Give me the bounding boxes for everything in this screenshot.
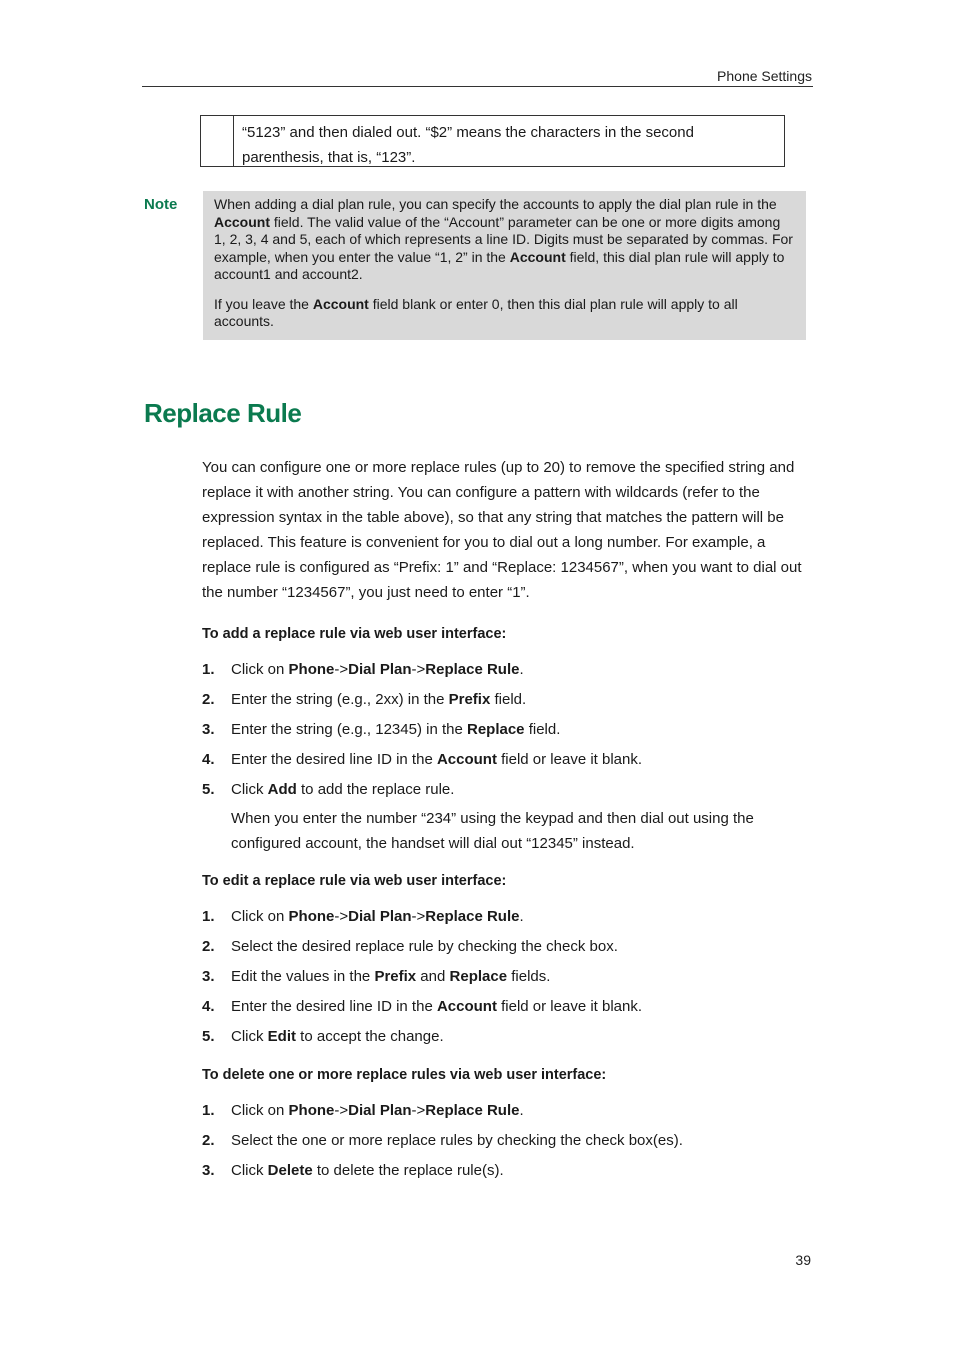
step-text: to accept the change.: [296, 1028, 444, 1045]
step-text: Select the desired replace rule by checking the check box.: [231, 938, 618, 955]
step-text: ->: [411, 1102, 426, 1119]
step-number: 1.: [202, 908, 215, 925]
step-text: Click: [231, 1162, 268, 1179]
menu-term: Replace Rule: [425, 661, 520, 678]
step-text: Click on: [231, 908, 289, 925]
menu-term: Phone: [288, 1102, 335, 1119]
menu-term: Dial Plan: [348, 1102, 412, 1119]
procedure-heading-edit: To edit a replace rule via web user interface:: [202, 873, 507, 889]
step-text: Enter the desired line ID in the: [231, 998, 437, 1015]
step-text: fields.: [507, 968, 551, 985]
step-text: ->: [334, 1102, 349, 1119]
procedure-heading-delete: To delete one or more replace rules via web user interface:: [202, 1067, 607, 1083]
procedure-heading-add: To add a replace rule via web user interface:: [202, 626, 507, 642]
step-number: 3.: [202, 1162, 215, 1179]
table-text-line-2: parenthesis, that is, “123”.: [242, 149, 416, 166]
step-item: [202, 907, 807, 927]
step-followup: When you enter the number “234” using the keypad and then dial out using the configured account, the handset will dial out “12345” instead.: [231, 810, 754, 852]
step-text: ->: [334, 661, 349, 678]
step-number: 4.: [202, 998, 215, 1015]
step-text: Enter the string (e.g., 2xx) in the: [231, 691, 449, 708]
field-term: Replace: [449, 968, 508, 985]
step-text: Click on: [231, 661, 289, 678]
step-text: Enter the string (e.g., 12345) in the: [231, 721, 467, 738]
step-item: [202, 1131, 807, 1151]
section-title: Replace Rule: [144, 398, 302, 428]
step-item: [202, 720, 807, 740]
table-text-cell: [234, 116, 784, 166]
steps-edit: [202, 907, 807, 1047]
step-item: [202, 780, 807, 800]
step-text: .: [519, 1102, 524, 1119]
step-text: Edit the values in the: [231, 968, 375, 985]
step-number: 3.: [202, 721, 215, 738]
field-term: Prefix: [374, 968, 417, 985]
menu-term: Replace Rule: [425, 908, 520, 925]
step-text: field or leave it blank.: [496, 998, 643, 1015]
step-item: [202, 660, 807, 680]
menu-term: Dial Plan: [348, 661, 412, 678]
page-number: 39: [795, 1252, 811, 1268]
step-text: Click: [231, 1028, 268, 1045]
steps-delete: [202, 1101, 807, 1181]
note-paragraph-1: [214, 196, 794, 284]
step-number: 1.: [202, 1102, 215, 1119]
step-text: Click on: [231, 1102, 289, 1119]
step-item: [202, 1027, 807, 1047]
step-number: 2.: [202, 938, 215, 955]
field-term: Prefix: [448, 691, 491, 708]
note-label: Note: [144, 196, 178, 213]
step-item: [202, 690, 807, 710]
step-text: Select the one or more replace rules by checking the check box(es).: [231, 1132, 683, 1149]
button-term: Edit: [267, 1028, 297, 1045]
field-term: Replace: [466, 721, 525, 738]
running-header: Phone Settings: [717, 68, 812, 84]
step-text: .: [519, 908, 524, 925]
note-text: field, this dial plan rule will apply to account1 and account2.: [214, 248, 785, 282]
note-term: Account: [312, 295, 369, 312]
step-item: [202, 967, 807, 987]
table-text-line-1: “5123” and then dialed out. “$2” means the characters in the second: [242, 124, 694, 141]
steps-add: [202, 660, 807, 800]
step-text: field or leave it blank.: [496, 751, 643, 768]
step-item: [202, 937, 807, 957]
table-fragment: [200, 115, 785, 167]
section-content: [202, 455, 807, 1181]
step-text: Enter the desired line ID in the: [231, 751, 437, 768]
step-text: .: [519, 661, 524, 678]
note-text: If you leave the: [214, 295, 313, 312]
step-text: to add the replace rule.: [296, 781, 455, 798]
step-text: Click: [231, 781, 268, 798]
button-term: Delete: [267, 1162, 313, 1179]
step-item: [202, 997, 807, 1017]
note-text: field. The valid value of the “Account” parameter can be one or more digits among 1, 2, 3, 4 and 5, each of which represents a line ID. Digits must be separated by commas. For example, when you enter the value “1, 2” in the: [214, 213, 793, 265]
note-box: [203, 191, 806, 340]
note-text: field blank or enter 0, then this dial plan rule will apply to all accounts.: [214, 295, 738, 329]
menu-term: Replace Rule: [425, 1102, 520, 1119]
table-empty-cell: [201, 116, 234, 166]
step-text: field.: [524, 721, 561, 738]
menu-term: Dial Plan: [348, 908, 412, 925]
step-number: 2.: [202, 691, 215, 708]
note-term: Account: [214, 213, 270, 230]
step-text: ->: [334, 908, 349, 925]
field-term: Account: [436, 998, 497, 1015]
note-paragraph-2: [214, 296, 794, 331]
field-term: Account: [436, 751, 497, 768]
step-number: 3.: [202, 968, 215, 985]
step-number: 4.: [202, 751, 215, 768]
step-item: [202, 1101, 807, 1121]
step-text: field.: [490, 691, 527, 708]
intro-paragraph: You can configure one or more replace rules (up to 20) to remove the specified string and replace it with another string. You can configure a pattern with wildcards (refer to the expression syntax in the table above), so that any string that matches the pattern will be replaced. This feature is convenient for you to dial out a long number. For example, a replace rule is configured as “Prefix: 1” and “Replace: 1234567”, when you want to dial out the number “1234567”, you just need to enter “1”.: [202, 459, 802, 601]
step-text: and: [416, 968, 450, 985]
step-number: 5.: [202, 781, 215, 798]
menu-term: Phone: [288, 908, 335, 925]
step-number: 5.: [202, 1028, 215, 1045]
step-item: [202, 750, 807, 770]
note-term: Account: [509, 248, 566, 265]
step-text: ->: [411, 661, 426, 678]
step-text: ->: [411, 908, 426, 925]
header-divider: [142, 86, 813, 87]
step-number: 1.: [202, 661, 215, 678]
step-item: [202, 1161, 807, 1181]
step-text: to delete the replace rule(s).: [312, 1162, 504, 1179]
note-text: When adding a dial plan rule, you can specify the accounts to apply the dial plan rule in the: [214, 196, 777, 212]
menu-term: Phone: [288, 661, 335, 678]
button-term: Add: [267, 781, 297, 798]
step-number: 2.: [202, 1132, 215, 1149]
